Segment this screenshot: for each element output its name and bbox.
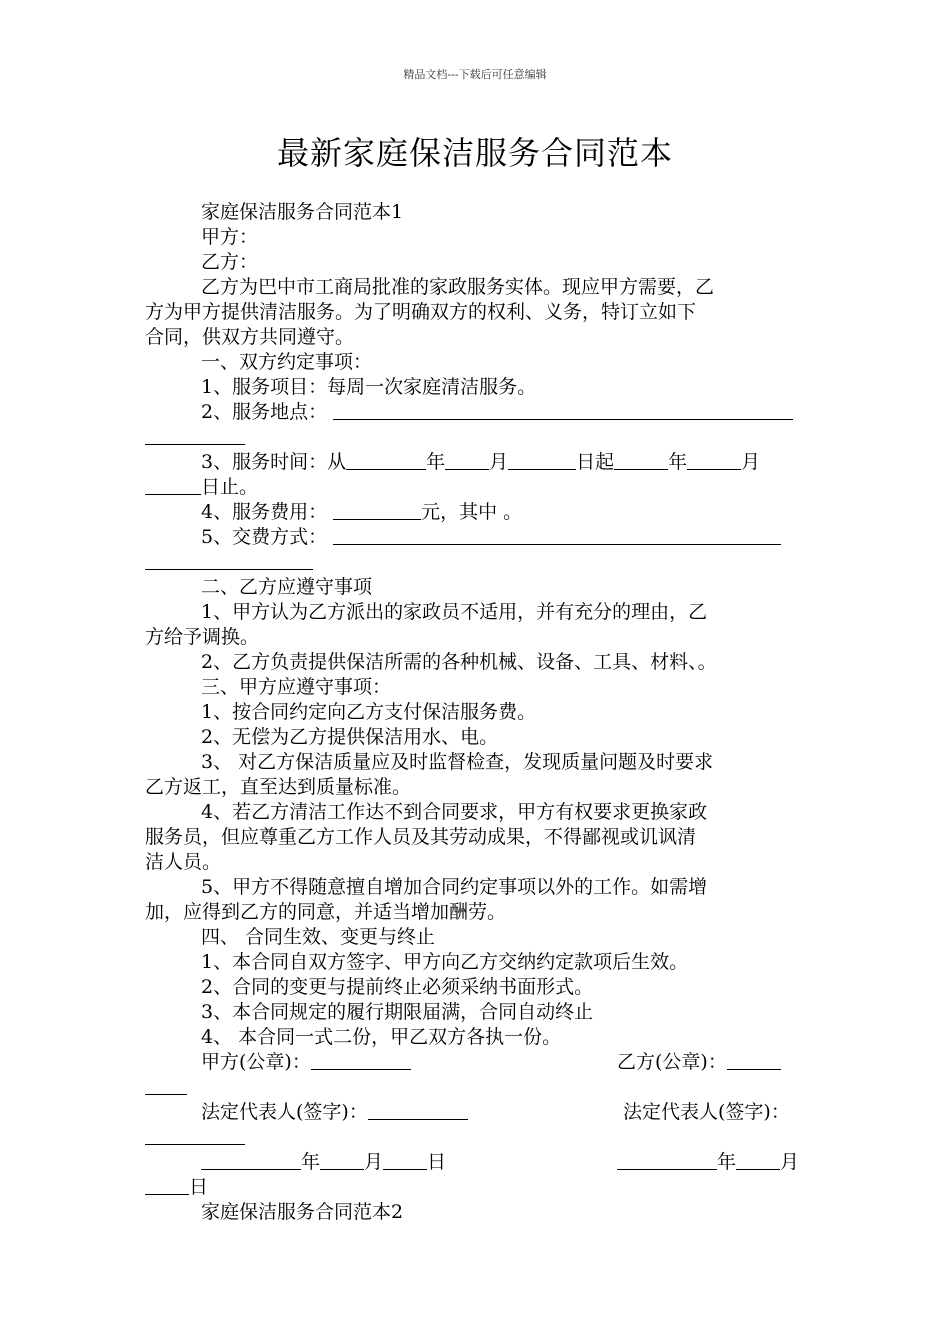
blank-field xyxy=(617,1151,717,1170)
blank-field xyxy=(346,451,426,470)
party-b-line: 乙方： xyxy=(201,251,259,273)
section-heading: 家庭保洁服务合同范本1 xyxy=(201,201,404,223)
clause-label: 5、交费方式： xyxy=(201,526,328,548)
clause-line: 洁人员。 xyxy=(145,851,222,873)
blank-field xyxy=(687,451,741,470)
seal-label: 乙方(公章)： xyxy=(617,1051,727,1073)
clause-line: 加，应得到乙方的同意，并适当增加酬劳。 xyxy=(145,901,507,923)
clause-line: 2、无偿为乙方提供保洁用水、电。 xyxy=(201,726,499,748)
blank-field xyxy=(145,551,313,570)
blank-field xyxy=(333,401,793,420)
blank-field xyxy=(145,426,245,445)
clause-line: 1、按合同约定向乙方支付保洁服务费。 xyxy=(201,701,537,723)
clause-line: 乙方返工，直至达到质量标准。 xyxy=(145,776,412,798)
blank-field xyxy=(320,1151,364,1170)
blank-field xyxy=(736,1151,780,1170)
clause-line xyxy=(201,450,807,474)
date-unit: 年 xyxy=(717,1151,737,1173)
blank-field xyxy=(333,501,421,520)
clause-line: 1、服务项目：每周一次家庭清洁服务。 xyxy=(201,376,537,398)
date-unit: 月 xyxy=(741,451,761,473)
party-b-rep-line xyxy=(623,1100,790,1124)
clause-heading: 四、 合同生效、变更与终止 xyxy=(201,926,436,948)
clause-text: 日止。 xyxy=(201,476,259,498)
document-title: 最新家庭保洁服务合同范本 xyxy=(276,134,673,172)
clause-line: 方给予调换。 xyxy=(145,626,260,648)
blank-field xyxy=(145,1126,245,1145)
clause-line: 4、若乙方清洁工作达不到合同要求，甲方有权要求更换家政 xyxy=(201,801,708,823)
date-continuation-line xyxy=(145,1175,807,1199)
rep-label: 法定代表人(签字)： xyxy=(201,1101,368,1123)
date-unit: 年 xyxy=(668,451,688,473)
paragraph-line: 乙方为巴中市工商局批准的家政服务实体。现应甲方需要，乙 xyxy=(201,276,715,298)
clause-line xyxy=(145,475,807,499)
date-unit: 月 xyxy=(780,1151,800,1173)
date-unit: 月 xyxy=(489,451,509,473)
blank-field xyxy=(145,1076,187,1095)
clause-line: 1、本合同自双方签字、甲方向乙方交纳约定款项后生效。 xyxy=(201,951,689,973)
clause-label: 2、服务地点： xyxy=(201,401,328,423)
clause-line xyxy=(201,500,807,524)
blank-line xyxy=(145,1125,807,1149)
clause-line: 5、甲方不得随意擅自增加合同约定事项以外的工作。如需增 xyxy=(201,876,708,898)
date-unit: 年 xyxy=(426,451,446,473)
party-a-line: 甲方： xyxy=(201,226,259,248)
clause-heading: 二、乙方应遵守事项 xyxy=(201,576,373,598)
seal-label: 甲方(公章)： xyxy=(201,1051,311,1073)
blank-field xyxy=(333,526,781,545)
section-heading: 家庭保洁服务合同范本2 xyxy=(201,1201,404,1223)
clause-label: 4、服务费用： xyxy=(201,501,328,523)
blank-field xyxy=(145,1176,189,1195)
blank-field xyxy=(201,1151,301,1170)
clause-heading: 一、双方约定事项： xyxy=(201,351,373,373)
blank-field xyxy=(145,476,201,495)
blank-field xyxy=(311,1051,411,1070)
clause-line: 1、甲方认为乙方派出的家政员不适用，并有充分的理由，乙 xyxy=(201,601,708,623)
blank-line xyxy=(145,425,807,449)
clause-label: 3、服务时间：从 xyxy=(201,451,347,473)
clause-line: 2、合同的变更与提前终止必须采纳书面形式。 xyxy=(201,976,594,998)
rep-label: 法定代表人(签字)： xyxy=(623,1101,790,1123)
clause-line: 3、 对乙方保洁质量应及时监督检查，发现质量问题及时要求 xyxy=(201,751,714,773)
blank-field xyxy=(508,451,576,470)
clause-heading: 三、甲方应遵守事项： xyxy=(201,676,392,698)
date-unit: 日 xyxy=(427,1151,447,1173)
clause-text: 元，其中 。 xyxy=(421,501,523,523)
clause-line: 服务员，但应尊重乙方工作人员及其劳动成果，不得鄙视或讥讽清 xyxy=(145,826,697,848)
date-unit: 日 xyxy=(189,1176,209,1198)
blank-field xyxy=(727,1051,781,1070)
clause-line: 2、乙方负责提供保洁所需的各种机械、设备、工具、材料、。 xyxy=(201,651,717,673)
party-a-rep-line xyxy=(201,1100,468,1124)
clause-line: 4、 本合同一式二份，甲乙双方各执一份。 xyxy=(201,1026,562,1048)
paragraph-line: 方为甲方提供清洁服务。为了明确双方的权利、义务，特订立如下 xyxy=(145,301,697,323)
blank-field xyxy=(368,1101,468,1120)
blank-field xyxy=(614,451,668,470)
date-unit: 年 xyxy=(301,1151,321,1173)
blank-line xyxy=(145,1075,807,1099)
blank-field xyxy=(383,1151,427,1170)
paragraph-line: 合同，供双方共同遵守。 xyxy=(145,326,355,348)
party-a-date-line xyxy=(201,1150,446,1174)
date-unit: 日起 xyxy=(576,451,615,473)
party-a-seal-line xyxy=(201,1050,411,1074)
party-b-seal-line xyxy=(617,1050,781,1074)
party-b-date-line xyxy=(617,1150,799,1174)
clause-line xyxy=(201,525,807,549)
clause-line xyxy=(201,400,807,424)
blank-field xyxy=(445,451,489,470)
clause-line: 3、本合同规定的履行期限届满，合同自动终止 xyxy=(201,1001,594,1023)
header-note: 精品文档---下载后可任意编辑 xyxy=(403,68,547,81)
blank-line xyxy=(145,550,807,574)
date-unit: 月 xyxy=(364,1151,384,1173)
